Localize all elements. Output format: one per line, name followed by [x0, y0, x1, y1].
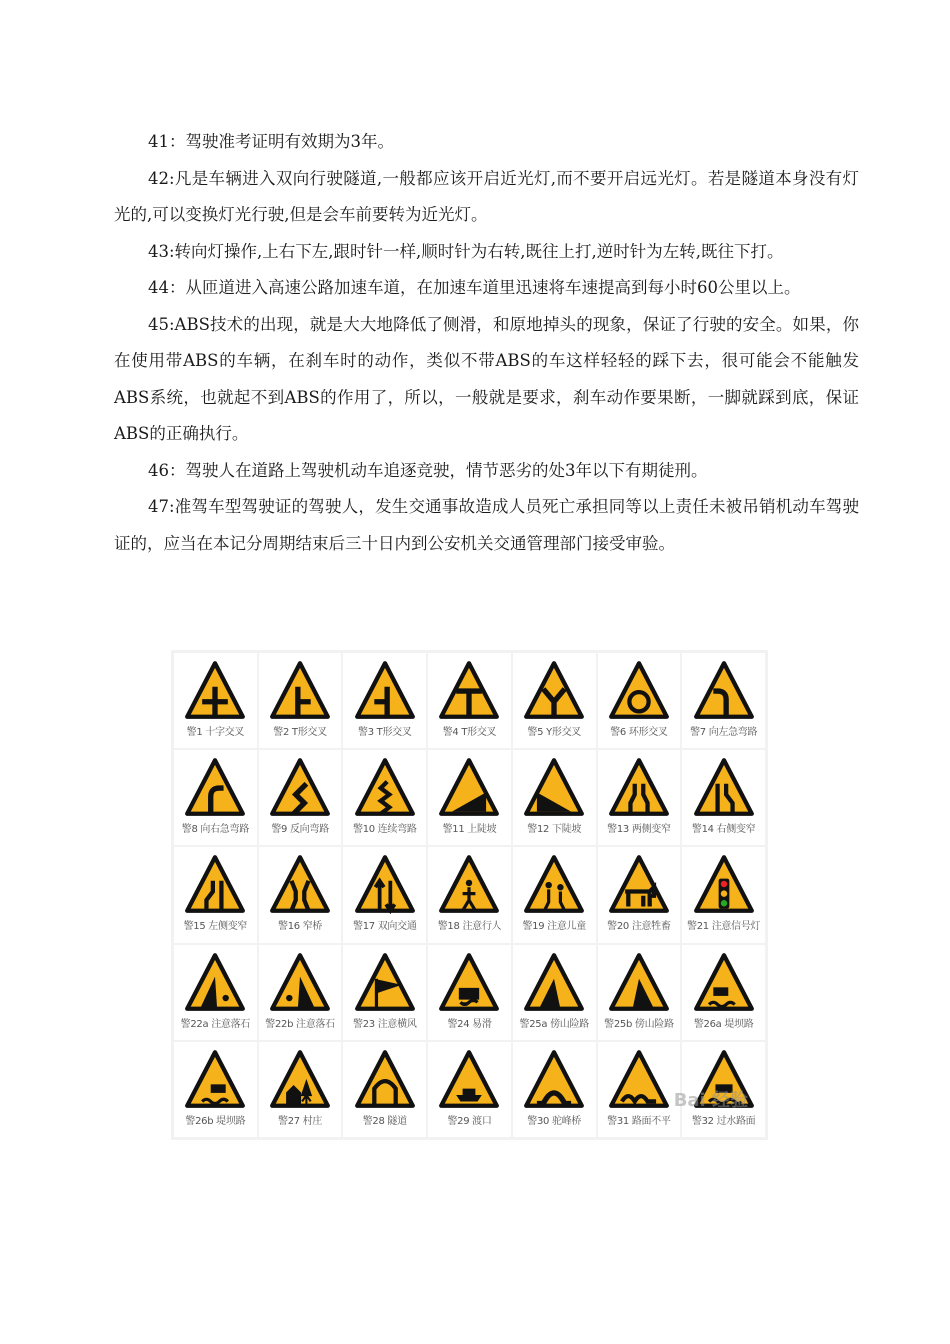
warning-signs-figure [171, 650, 768, 1140]
sign-cell [513, 750, 596, 845]
sign-label: 警10 连续弯路 [353, 824, 417, 836]
sign-label: 警22a 注意落石 [180, 1018, 251, 1030]
sign-cell [174, 653, 257, 748]
sign-label: 警25a 傍山险路 [519, 1018, 589, 1030]
winding-road-icon [351, 756, 419, 818]
t-right-icon [266, 659, 334, 721]
sign-cell [682, 847, 765, 942]
sign-cell [343, 1042, 426, 1137]
uneven-road-icon [605, 1048, 673, 1110]
embankment-b-icon [181, 1048, 249, 1110]
sign-cell [343, 945, 426, 1040]
sign-cell [174, 1042, 257, 1137]
sign-label: 警3 T形交叉 [358, 727, 412, 738]
sign-cell [343, 653, 426, 748]
text-body [114, 124, 859, 562]
paragraph-41: 41：驾驶准考证明有效期为3年。 [148, 132, 394, 151]
sign-cell [428, 945, 511, 1040]
sign-label: 警31 路面不平 [607, 1115, 671, 1127]
paragraph-46: 46：驾驶人在道路上驾驶机动车追逐竞驶，情节恶劣的处3年以下有期徒刑。 [148, 460, 708, 480]
children-icon [520, 853, 588, 915]
traffic-light-icon [690, 853, 758, 915]
sign-label: 警23 注意横风 [353, 1018, 417, 1030]
roundabout-icon [605, 659, 673, 721]
t-left-icon [351, 659, 419, 721]
sign-label: 警21 注意信号灯 [687, 921, 761, 933]
sign-cell [174, 945, 257, 1040]
sign-cell [513, 653, 596, 748]
sign-cell [174, 750, 257, 845]
sign-label: 警12 下陡坡 [527, 824, 582, 836]
sign-label: 警4 T形交叉 [442, 727, 497, 738]
village-icon [266, 1048, 334, 1110]
y-junction-icon [520, 659, 588, 721]
sign-label: 警22b 注意落石 [265, 1018, 335, 1030]
steep-descent-icon [520, 756, 588, 818]
narrow-both-icon [605, 756, 673, 818]
sign-label: 警6 环形交叉 [610, 727, 668, 738]
sign-cell [428, 750, 511, 845]
sign-cell [598, 1042, 681, 1137]
t-junction-icon [435, 659, 503, 721]
paragraph-42: 42:凡是车辆进入双向行驶隧道,一般都应该开启近光灯,而不要开启远光灯。若是隧道本身没有灯光的,可以变换灯光行驶,但是会车前要转为近光灯。 [114, 168, 859, 224]
reverse-curve-icon [266, 756, 334, 818]
sign-label: 警1 十字交叉 [186, 727, 245, 738]
tunnel-icon [351, 1048, 419, 1110]
sign-label: 警26b 堤坝路 [185, 1115, 246, 1127]
sign-label: 警28 隧道 [362, 1115, 407, 1127]
sign-label: 警11 上陡坡 [442, 824, 497, 836]
hump-bridge-icon [520, 1048, 588, 1110]
sign-label: 警5 Y形交叉 [527, 727, 581, 738]
steep-ascent-icon [435, 756, 503, 818]
paragraph-43: 43:转向灯操作,上右下左,跟时针一样,顺时针为右转,既往上打,逆时针为左转,既往下打。 [148, 241, 784, 261]
warning-signs-grid [174, 653, 765, 1137]
sign-label: 警30 驼峰桥 [527, 1115, 582, 1127]
crossroads-icon [181, 659, 249, 721]
sign-label: 警13 两侧变窄 [607, 824, 671, 836]
paragraph-47: 47:准驾车型驾驶证的驾驶人，发生交通事故造成人员死亡承担同等以上责任未被吊销机动车驾驶证的，应当在本记分周期结束后三十日内到公安机关交通管理部门接受审验。 [114, 497, 859, 553]
paragraph-44: 44：从匝道进入高速公路加速车道，在加速车道里迅速将车速提高到每小时60公里以上。 [148, 278, 801, 297]
sign-cell [598, 750, 681, 845]
sign-label: 警26a 堤坝路 [693, 1018, 754, 1030]
sign-label: 警19 注意儿童 [522, 921, 586, 933]
narrow-left-icon [181, 853, 249, 915]
sign-label: 警7 向左急弯路 [690, 727, 758, 738]
sharp-right-icon [181, 756, 249, 818]
sign-cell [513, 847, 596, 942]
sign-cell [428, 1042, 511, 1137]
sign-cell [259, 847, 342, 942]
sign-cell [343, 847, 426, 942]
two-way-icon [351, 853, 419, 915]
sign-label: 警25b 傍山险路 [604, 1018, 674, 1030]
sign-label: 警24 易滑 [447, 1018, 492, 1030]
sign-label: 警17 双向交通 [353, 921, 417, 933]
sign-cell [259, 1042, 342, 1137]
sign-cell [174, 847, 257, 942]
sign-cell [598, 653, 681, 748]
livestock-icon [605, 853, 673, 915]
sign-cell [428, 653, 511, 748]
sign-label: 警14 右侧变窄 [691, 824, 756, 836]
narrow-right-icon [690, 756, 758, 818]
sign-label: 警32 过水路面 [691, 1115, 756, 1127]
sign-label: 警8 向右急弯路 [181, 824, 249, 836]
sign-cell [598, 945, 681, 1040]
sign-cell [598, 847, 681, 942]
mountain-road-b-icon [605, 951, 673, 1013]
paragraph-45: 45:ABS技术的出现，就是大大地降低了侧滑，和原地掉头的现象，保证了行驶的安全。如果，你在使用带ABS的车辆，在刹车时的动作，类似不带ABS的车这样轻轻的踩下去，很可能会不能触发ABS系统，也就起不到ABS的作用了，所以，一般就是要求，刹车动作要果断，一脚就踩到底，保证ABS的正确执行。 [114, 314, 859, 443]
sign-cell [682, 945, 765, 1040]
sign-cell [343, 750, 426, 845]
sign-label: 警16 窄桥 [278, 921, 323, 933]
slippery-icon [435, 951, 503, 1013]
sharp-left-icon [690, 659, 758, 721]
sign-label: 警27 村庄 [278, 1115, 323, 1127]
watermark: Bai 经验 [673, 1090, 748, 1111]
sign-cell [259, 750, 342, 845]
sign-label: 警15 左侧变窄 [183, 921, 248, 933]
sign-cell [682, 653, 765, 748]
pedestrians-icon [435, 853, 503, 915]
sign-cell [259, 945, 342, 1040]
embankment-a-icon [690, 951, 758, 1013]
sign-cell [682, 750, 765, 845]
sign-label: 警9 反向弯路 [271, 824, 329, 836]
narrow-bridge-icon [266, 853, 334, 915]
sign-cell [513, 1042, 596, 1137]
sign-label: 警2 T形交叉 [273, 727, 327, 738]
sign-label: 警29 渡口 [447, 1115, 492, 1127]
ferry-icon [435, 1048, 503, 1110]
falling-rocks-a-icon [181, 951, 249, 1013]
falling-rocks-b-icon [266, 951, 334, 1013]
sign-label: 警20 注意牲畜 [607, 921, 671, 933]
sign-cell [259, 653, 342, 748]
mountain-road-a-icon [520, 951, 588, 1013]
crosswind-icon [351, 951, 419, 1013]
sign-cell [428, 847, 511, 942]
sign-label: 警18 注意行人 [437, 921, 502, 933]
sign-cell [513, 945, 596, 1040]
